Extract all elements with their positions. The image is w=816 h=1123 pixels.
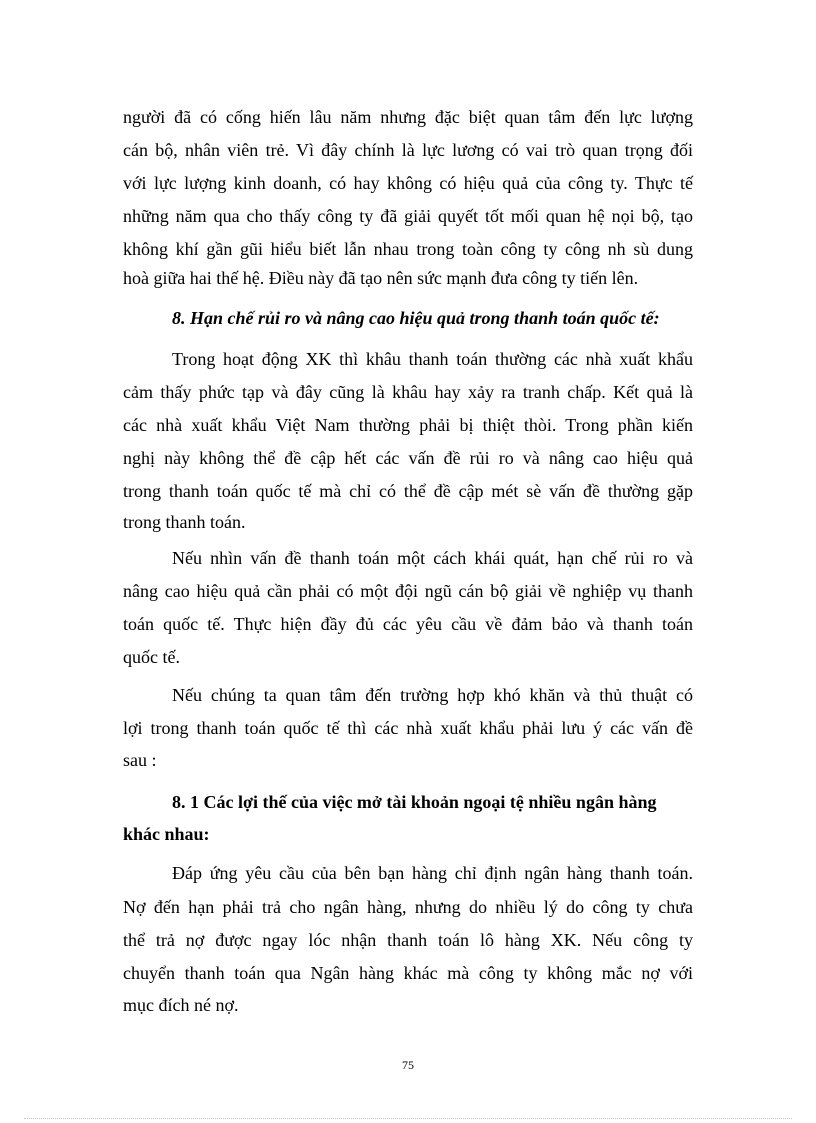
paragraph-3-line-3: toán quốc tế. Thực hiện đầy đủ các yêu cầu về đảm bảo và thanh toán: [123, 614, 693, 634]
paragraph-2-line-3: các nhà xuất khẩu Việt Nam thường phải bị thiệt thòi. Trong phần kiến: [123, 415, 693, 435]
section-heading-8: 8. Hạn chế rủi ro và nâng cao hiệu quả trong thanh toán quốc tế:: [172, 308, 660, 328]
paragraph-5-line-5: mục đích né nợ.: [123, 995, 239, 1015]
section-heading-8-1-line-2: khác nhau:: [123, 824, 210, 844]
paragraph-3-line-4: quốc tế.: [123, 647, 180, 667]
paragraph-5-line-1: Đáp ứng yêu cầu của bên bạn hàng chỉ định ngân hàng thanh toán.: [172, 863, 693, 883]
paragraph-5-line-2: Nợ đến hạn phải trả cho ngân hàng, nhưng do nhiều lý do công ty chưa: [123, 897, 693, 917]
paragraph-3-line-2: nâng cao hiệu quả cần phải có một đội ngũ cán bộ giải về nghiệp vụ thanh: [123, 581, 693, 601]
paragraph-4-line-1: Nếu chúng ta quan tâm đến trường hợp khó khăn và thủ thuật có: [172, 685, 693, 705]
paragraph-2-line-6: trong thanh toán.: [123, 512, 246, 532]
section-heading-8-1-line-1: 8. 1 Các lợi thế của việc mở tài khoản ngoại tệ nhiều ngân hàng: [172, 792, 657, 812]
paragraph-3-line-1: Nếu nhìn vấn đề thanh toán một cách khái quát, hạn chế rủi ro và: [172, 548, 693, 568]
paragraph-5-line-3: thể trả nợ được ngay lóc nhận thanh toán lô hàng XK. Nếu công ty: [123, 930, 693, 950]
paragraph-1-line-3: với lực lượng kinh doanh, có hay không có hiệu quả của công ty. Thực tế: [123, 173, 693, 193]
paragraph-2-line-4: nghị này không thể đề cập hết các vấn đề rủi ro và nâng cao hiệu quả: [123, 448, 693, 468]
paragraph-2-line-2: cảm thấy phức tạp và đây cũng là khâu hay xảy ra tranh chấp. Kết quả là: [123, 382, 693, 402]
paragraph-1-line-4: những năm qua cho thấy công ty đã giải quyết tốt mối quan hệ nọi bộ, tạo: [123, 206, 693, 226]
paragraph-1-line-5: không khí gần gũi hiểu biết lẫn nhau trong toàn công ty công nh sù dung: [123, 239, 693, 259]
paragraph-1-line-2: cán bộ, nhân viên trẻ. Vì đây chính là lực lương có vai trò quan trọng đối: [123, 140, 693, 160]
paragraph-1-line-6: hoà giữa hai thế hệ. Điều này đã tạo nên sức mạnh đưa công ty tiến lên.: [123, 268, 639, 288]
paragraph-4-line-2: lợi trong thanh toán quốc tế thì các nhà xuất khẩu phải lưu ý các vấn đề: [123, 718, 693, 738]
paragraph-4-line-3: sau :: [123, 750, 157, 770]
page-number: 75: [402, 1058, 414, 1072]
paragraph-2-line-5: trong thanh toán quốc tế mà chỉ có thể đề cập mét sè vấn đề thường gặp: [123, 481, 693, 501]
footer-divider: [24, 1118, 792, 1119]
paragraph-2-line-1: Trong hoạt động XK thì khâu thanh toán thường các nhà xuất khẩu: [172, 349, 693, 369]
paragraph-5-line-4: chuyển thanh toán qua Ngân hàng khác mà công ty không mắc nợ với: [123, 963, 693, 983]
paragraph-1-line-1: người đã có cống hiến lâu năm nhưng đặc biệt quan tâm đến lực lượng: [123, 107, 693, 127]
